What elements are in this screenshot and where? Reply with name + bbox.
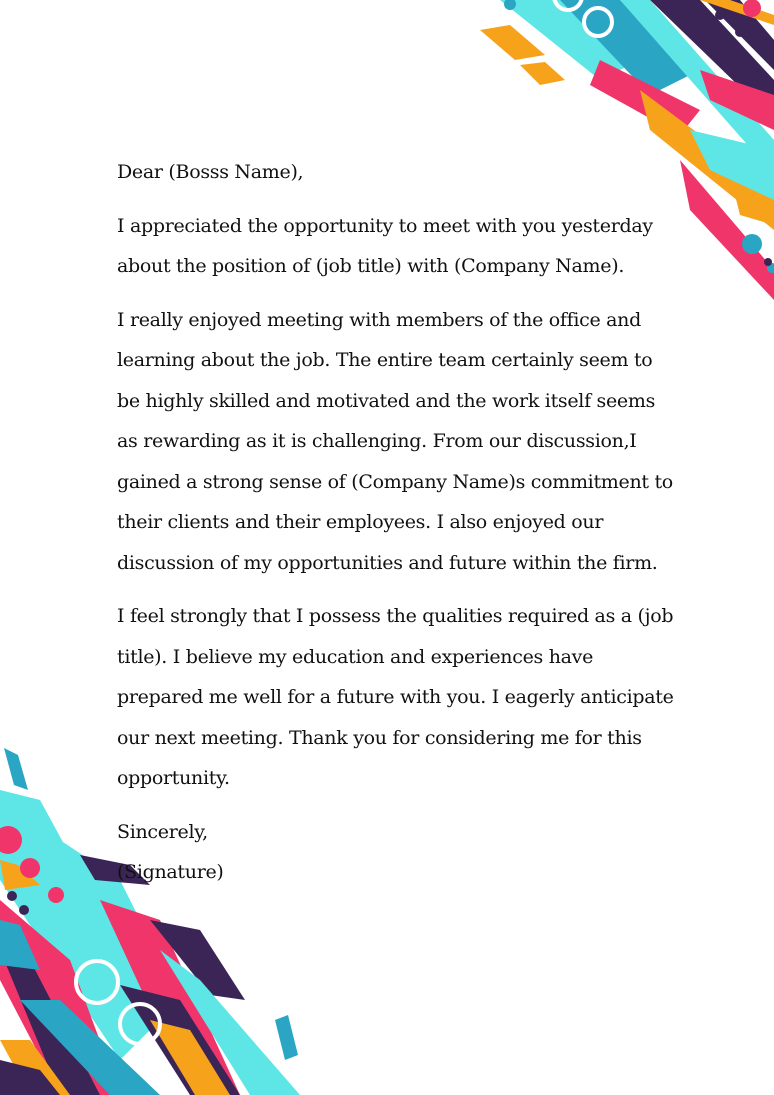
letter-greeting: Dear (Bosss Name), <box>117 161 304 183</box>
letter-body <box>117 152 677 893</box>
dot-pink-3 <box>20 858 40 878</box>
letter-signature: (Signature) <box>117 861 224 883</box>
dot-pink-4 <box>48 887 64 903</box>
dot-purple-5 <box>19 905 29 915</box>
dot-purple-4 <box>7 891 17 901</box>
letter-closing: Sincerely, <box>117 820 208 843</box>
letter-paragraph-1: I appreciated the opportunity to meet with you yesterday about the position of (job title) with (Company Name). <box>117 214 653 277</box>
teal-sliver <box>4 748 28 790</box>
letter-paragraph-3: I feel strongly that I possess the qualities required as a (job title). I believe my education and experiences have prepared me well for a future with you. I eagerly anticipate our next meeting. Thank you for considering me for this opportunity. <box>117 605 674 789</box>
letter-paragraph-2: I really enjoyed meeting with members of the office and learning about the job. The entire team certainly seem to be highly skilled and motivated and the work itself seems as rewarding as it is challenging. From our discussion,I gained a strong sense of (Company Name)s commitment to their clients and their employees. I also enjoyed our discussion of my opportunities and future within the firm. <box>117 308 673 574</box>
teal-sliver-2 <box>275 1015 298 1060</box>
